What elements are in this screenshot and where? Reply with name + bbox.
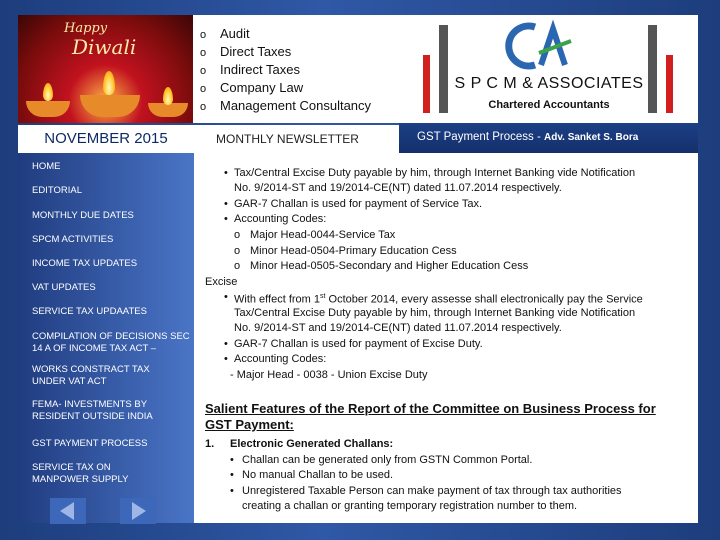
- sidebar-item-spcm-activities[interactable]: SPCM ACTIVITIES: [32, 234, 114, 245]
- service-item: [200, 25, 371, 43]
- bullet-dot: •: [230, 454, 234, 466]
- bullet-dot: •: [224, 338, 228, 350]
- sidebar-item-income-tax-updates[interactable]: INCOME TAX UPDATES: [32, 258, 138, 269]
- text-part: October 2014, every assesse shall electronically pay the Service: [325, 293, 643, 306]
- red-bar-right: [666, 55, 673, 113]
- article-content: [194, 153, 698, 523]
- bullet: o: [200, 47, 207, 59]
- sidebar-item-fema-investments[interactable]: FEMA- INVESTMENTS BY RESIDENT OUTSIDE INDIA: [32, 399, 153, 422]
- bullet: o: [200, 83, 207, 95]
- bullet-o: o: [234, 229, 241, 241]
- text-line: Major Head-0044-Service Tax: [250, 229, 396, 241]
- text-line: Minor Head-0504-Primary Education Cess: [250, 245, 457, 257]
- text-line: creating a challan or granting temporary registration number to them.: [242, 500, 578, 512]
- salient-features-heading: Salient Features of the Report of the Committee on Business Process for GST Payment:: [205, 401, 656, 432]
- services-list: [200, 25, 371, 115]
- text-line: Accounting Codes:: [234, 353, 327, 365]
- sidebar-item-vat-updates[interactable]: VAT UPDATES: [32, 282, 96, 293]
- service-label: Management Consultancy: [220, 98, 372, 113]
- text-line: Accounting Codes:: [234, 213, 327, 225]
- sidebar-item-home[interactable]: HOME: [32, 161, 61, 172]
- bullet: o: [200, 65, 207, 77]
- ca-logo-icon: [505, 19, 575, 74]
- greeting-happy: Happy: [64, 21, 108, 36]
- service-label: Direct Taxes: [220, 44, 292, 59]
- bullet-dot: •: [224, 291, 228, 303]
- gray-bar-right: [648, 25, 657, 113]
- service-label: Audit: [220, 26, 250, 41]
- sidebar-item-service-tax-manpower[interactable]: SERVICE TAX ON MANPOWER SUPPLY: [32, 462, 129, 485]
- flame-icon: [43, 83, 53, 101]
- sidebar-item-compilation-decisions[interactable]: COMPILATION OF DECISIONS SEC 14 A OF INCOME TAX ACT –: [32, 331, 190, 354]
- text-part: With effect from 1: [234, 293, 320, 306]
- service-item: [200, 97, 371, 115]
- topic-bar: [399, 123, 698, 153]
- gray-bar-left: [439, 25, 448, 113]
- bullet: o: [200, 29, 207, 41]
- topic-title: GST Payment Process -: [417, 131, 541, 143]
- firm-name: S P C M & ASSOCIATES: [454, 75, 644, 92]
- text-line: Tax/Central Excise Duty payable by him, through Internet Banking vide Notification: [234, 167, 636, 179]
- firm-subtitle: Chartered Accountants: [488, 99, 610, 111]
- arrow-left-icon[interactable]: [50, 498, 86, 524]
- bullet: o: [200, 101, 207, 113]
- greeting-diwali: Diwali: [72, 35, 137, 59]
- text-line: Tax/Central Excise Duty payable by him, through Internet Banking vide Notification: [234, 307, 636, 319]
- arrow-right-icon[interactable]: [120, 498, 156, 524]
- diya-lamp-icon: [26, 101, 70, 117]
- text-line: GAR-7 Challan is used for payment of Excise Duty.: [234, 338, 483, 350]
- section-label-excise: Excise: [205, 276, 238, 288]
- bullet-dot: •: [230, 469, 234, 481]
- diya-lamp-icon: [148, 103, 188, 117]
- sidebar-item-service-tax-updates[interactable]: SERVICE TAX UPDAATES: [32, 306, 147, 317]
- text-line: [234, 290, 643, 307]
- flame-icon: [163, 87, 173, 105]
- text-line: No. 9/2014-ST and 19/2014-CE(NT) dated 11.07.2014 respectively.: [234, 322, 562, 334]
- bullet-dot: •: [230, 485, 234, 497]
- text-line: - Major Head - 0038 - Union Excise Duty: [230, 369, 428, 381]
- superscript: st: [320, 293, 326, 300]
- sidebar-item-gst-payment-process[interactable]: GST PAYMENT PROCESS: [32, 438, 148, 449]
- service-item: [200, 43, 371, 61]
- text-line: Challan can be generated only from GSTN Common Portal.: [242, 454, 533, 466]
- topic-author: Adv. Sanket S. Bora: [543, 132, 639, 143]
- service-item: [200, 61, 371, 79]
- text-line: Unregistered Taxable Person can make payment of tax through tax authorities: [242, 485, 622, 497]
- bullet-dot: •: [224, 353, 228, 365]
- section-title: Electronic Generated Challans:: [230, 438, 394, 450]
- bullet-dot: •: [224, 167, 228, 179]
- sidebar-item-editorial[interactable]: EDITORIAL: [32, 185, 82, 196]
- bullet-dot: •: [224, 198, 228, 210]
- header-banner: [18, 15, 698, 123]
- flame-icon: [103, 71, 115, 95]
- issue-month: NOVEMBER 2015: [18, 125, 194, 153]
- sidebar-item-monthly-due-dates[interactable]: MONTHLY DUE DATES: [32, 210, 134, 221]
- section-number: 1.: [205, 438, 215, 450]
- service-label: Company Law: [220, 80, 304, 95]
- text-line: GAR-7 Challan is used for payment of Service Tax.: [234, 198, 483, 210]
- text-line: No. 9/2014-ST and 19/2014-CE(NT) dated 11.07.2014 respectively.: [234, 182, 562, 194]
- sidebar-nav: [18, 153, 194, 523]
- text-line: Minor Head-0505-Secondary and Higher Education Cess: [250, 260, 529, 272]
- bullet-o: o: [234, 245, 241, 257]
- sidebar-item-works-contract-tax[interactable]: WORKS CONSTRACT TAX UNDER VAT ACT: [32, 364, 150, 387]
- service-item: [200, 79, 371, 97]
- newsletter-label: MONTHLY NEWSLETTER: [194, 125, 399, 153]
- diwali-greeting-image: [18, 15, 193, 123]
- text-line: No manual Challan to be used.: [242, 469, 394, 481]
- bullet-o: o: [234, 260, 241, 272]
- diya-lamp-icon: [80, 95, 140, 117]
- red-bar-left: [423, 55, 430, 113]
- service-label: Indirect Taxes: [220, 62, 300, 77]
- bullet-dot: •: [224, 213, 228, 225]
